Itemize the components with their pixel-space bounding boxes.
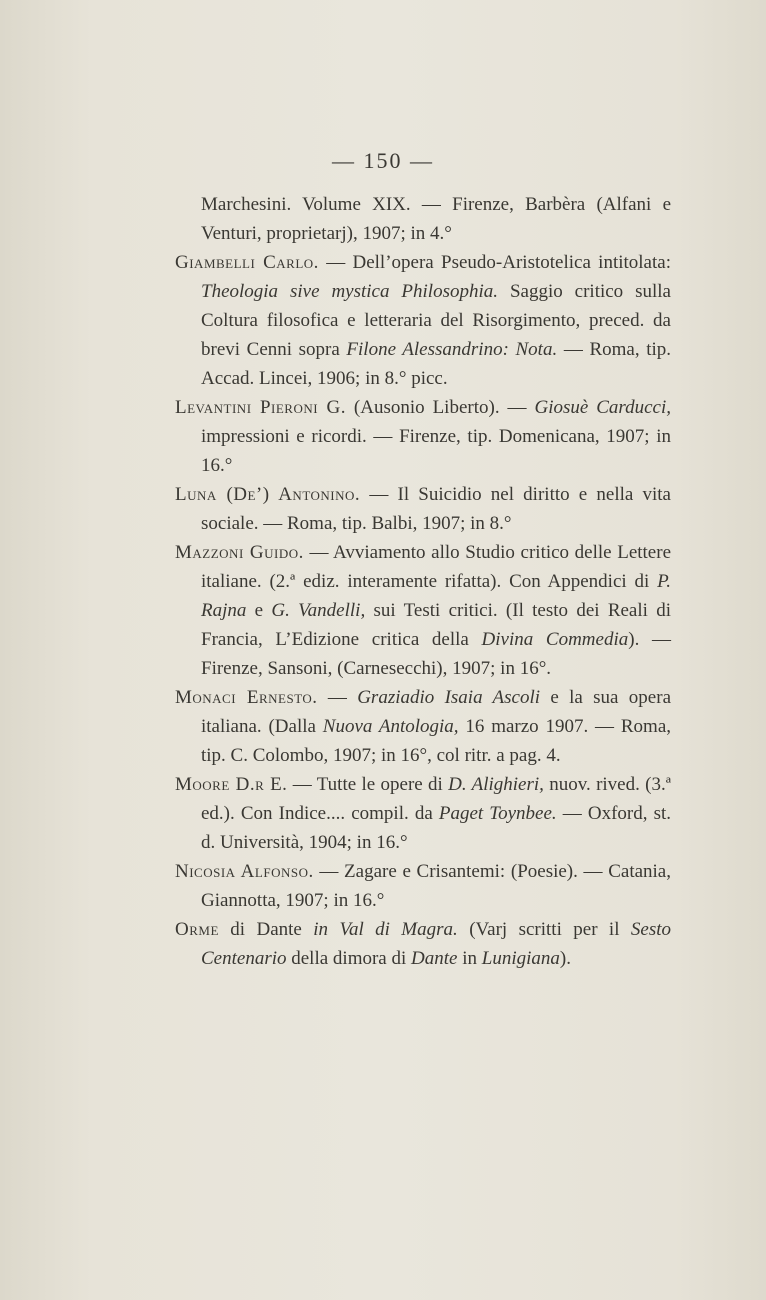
list-item: Monaci Ernesto. — Graziadio Isaia Ascoli e la sua opera italiana. (Dalla Nuova Antologia, 16 marzo 1907. — Roma, tip. C. Colombo, 1907; in 16°, col ritr. a pag. 4. [175, 687, 672, 766]
entry-title: Dante [411, 948, 458, 969]
entry-author: Orme [175, 919, 219, 940]
entry-title: Filone Alessandrino: Nota. [346, 339, 558, 360]
entry-title: P. Rajna [201, 571, 671, 621]
entry-title: Nuova Antologia, [322, 716, 459, 737]
list-item: Luna (De’) Antonino. — Il Suicidio nel diritto e nella vita sociale. — Roma, tip. Balbi, 1907; in 8.° [175, 484, 671, 534]
list-item: Orme di Dante in Val di Magra. (Varj scritti per il Sesto Centenario della dimora di Dante in Lunigiana). [175, 919, 671, 969]
entry-title: Lunigiana [481, 948, 560, 969]
entry-title: Sesto Centenario [201, 919, 671, 969]
entry-title: Theologia sive mystica Philosophia. [201, 281, 499, 302]
entry-author: Nicosia Alfonso. [175, 861, 314, 882]
entry-title: G. Vandelli, [271, 600, 366, 621]
entry-title: Giosuè Carducci, [534, 397, 671, 418]
list-item: Mazzoni Guido. — Avviamento allo Studio critico delle Lettere italiane. (2.ª ediz. interamente rifatta). Con Appendici di P. Rajna e G. Vandelli, sui Testi critici. (Il testo dei Reali di Francia, L’Edizione critica della Divina Commedia). — Firenze, Sansoni, (Carnesecchi), 1907; in 16°. [175, 542, 672, 679]
list-item: Giambelli Carlo. — Dell’opera Pseudo-Aristotelica intitolata: Theologia sive mystica Philosophia. Saggio critico sulla Coltura filosofica e letteraria del Risorgimento, preced. da brevi Cenni sopra Filone Alessandrino: Nota. — Roma, tip. Accad. Lincei, 1906; in 8.° picc. [175, 252, 672, 389]
entry-author: Levantini Pieroni G. [175, 397, 346, 418]
entry-title: Paget Toynbee. [438, 803, 557, 824]
entry-author: Luna (De’) Antonino. [175, 484, 361, 505]
entry-title: in Val di Magra. [313, 919, 458, 940]
page-number: — 150 — [332, 148, 434, 173]
entry-text: Marchesini. Volume XIX. — Firenze, Barbèra (Alfani e Venturi, proprietarj), 1907; in 4.° [201, 194, 671, 244]
entry-author: Mazzoni Guido. [175, 542, 304, 563]
entry-title: Graziadio Isaia Ascoli [357, 687, 541, 708]
entry-title: D. Alighieri, [448, 774, 544, 795]
bibliography-list [175, 190, 671, 973]
entry-title: Divina Commedia [481, 629, 629, 650]
entry-author: Monaci Ernesto. [175, 687, 318, 708]
list-item: Moore D.r E. — Tutte le opere di D. Alighieri, nuov. rived. (3.ª ed.). Con Indice.... compil. da Paget Toynbee. — Oxford, st. d. Università, 1904; in 16.° [175, 774, 671, 853]
list-item [175, 190, 671, 248]
entry-author: Moore D.r E. [175, 774, 288, 795]
list-item: Nicosia Alfonso. — Zagare e Crisantemi: (Poesie). — Catania, Giannotta, 1907; in 16.° [175, 861, 671, 911]
entry-author: Giambelli Carlo. [175, 252, 319, 273]
list-item: Levantini Pieroni G. (Ausonio Liberto). — Giosuè Carducci, impressioni e ricordi. — Firenze, tip. Domenicana, 1907; in 16.° [175, 397, 671, 476]
